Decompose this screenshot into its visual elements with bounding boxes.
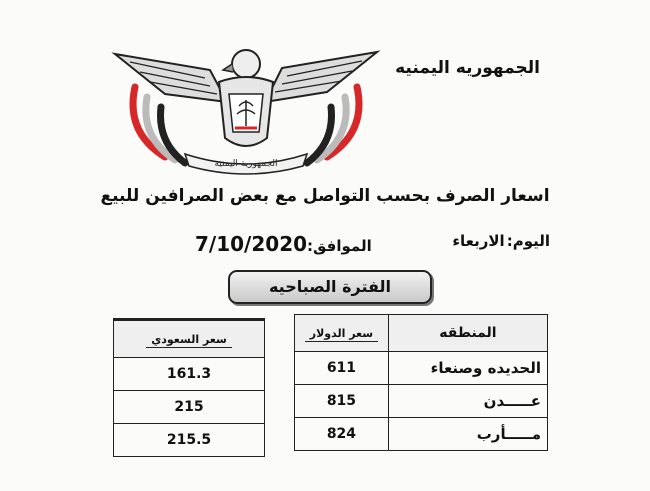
day-label: اليوم:: [506, 232, 550, 250]
table-row: [114, 358, 265, 391]
emblem-motto: الجمهورية اليمنية: [214, 159, 278, 169]
sar-rate-cell: 215.5: [114, 424, 265, 457]
table-row: [295, 385, 548, 418]
republic-name: الجمهوريه اليمنيه: [395, 58, 540, 78]
day-value: الاربعاء: [452, 232, 505, 250]
sar-table-header-row: [114, 320, 265, 358]
region-cell: عـــــدن: [388, 385, 547, 418]
table-row: [295, 352, 548, 385]
sar-header-cell: [114, 320, 265, 358]
usd-header: سعر الدولار: [305, 327, 378, 342]
usd-header-cell: [295, 315, 389, 352]
usd-rates-table: [294, 314, 548, 451]
table-row: [114, 391, 265, 424]
usd-rate-cell: 611: [295, 352, 389, 385]
usd-rate-cell: 815: [295, 385, 389, 418]
sar-header: سعر السعودي: [146, 333, 232, 348]
date-line: [195, 232, 372, 256]
date-label: الموافق:: [307, 237, 372, 255]
day-line: [452, 232, 550, 250]
period-banner: الفترة الصباحيه: [228, 270, 432, 304]
headline: اسعار الصرف بحسب التواصل مع بعض الصرافين للبيع: [100, 186, 550, 206]
yemen-eagle-emblem-icon: [105, 42, 387, 177]
region-cell: الحديده وصنعاء: [388, 352, 547, 385]
table-row: [114, 424, 265, 457]
table-row: [295, 418, 548, 451]
region-cell: مـــــأرب: [388, 418, 547, 451]
sar-rate-cell: 161.3: [114, 358, 265, 391]
usd-table-header-row: [295, 315, 548, 352]
sar-rates-table: [113, 318, 265, 457]
sar-rate-cell: 215: [114, 391, 265, 424]
usd-rate-cell: 824: [295, 418, 389, 451]
date-value: 7/10/2020: [195, 232, 308, 256]
region-header: المنطقه: [388, 315, 547, 352]
